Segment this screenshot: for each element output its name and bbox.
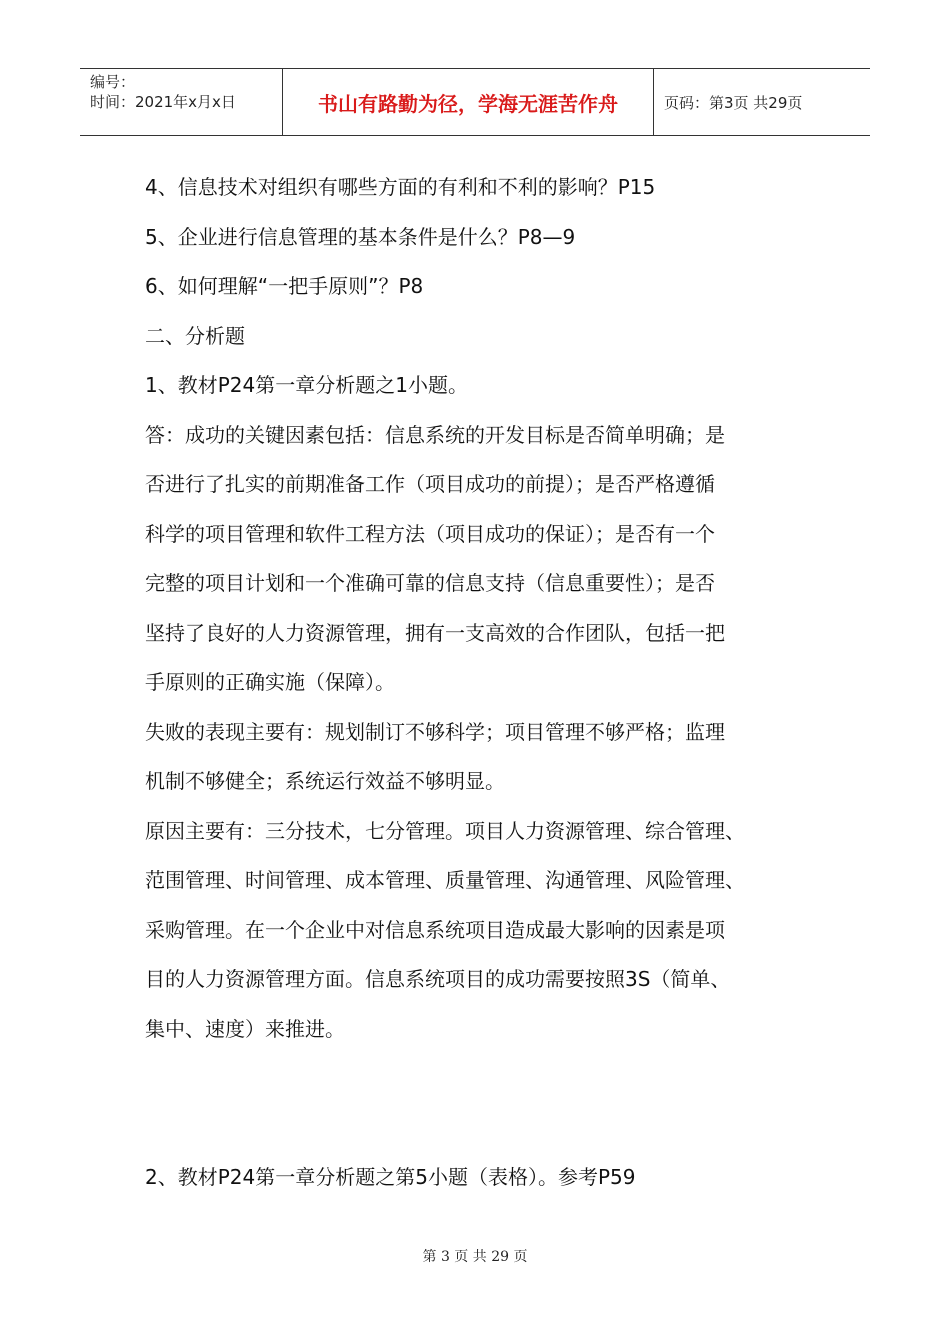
reason-line: 采购管理。在一个企业中对信息系统项目造成最大影响的因素是项 [145, 917, 725, 942]
reason-line: 原因主要有：三分技术，七分管理。项目人力资源管理、综合管理、 [145, 818, 745, 843]
reason-line: 集中、速度）来推进。 [145, 1016, 345, 1041]
analysis-question-1: 1、教材P24第一章分析题之1小题。 [145, 373, 468, 397]
reason-line: 目的人力资源管理方面。信息系统项目的成功需要按照3S（简单、 [145, 967, 731, 991]
question-4: 4、信息技术对组织有哪些方面的有利和不利的影响？P15 [145, 175, 656, 199]
header-motto: 书山有路勤为径，学海无涯苦作舟 [318, 91, 618, 116]
answer-line: 手原则的正确实施（保障）。 [145, 670, 395, 694]
document-body [145, 163, 835, 1203]
header-page-info: 页码：第3页 共29页 [664, 93, 803, 112]
question-6: 6、如何理解“一把手原则”？P8 [145, 274, 424, 298]
header-divider-right [653, 69, 654, 135]
answer-line: 完整的项目计划和一个准确可靠的信息支持（信息重要性）；是否 [145, 571, 715, 595]
document-time-label: 时间：2021年x月x日 [90, 93, 236, 111]
analysis-question-2: 2、教材P24第一章分析题之第5小题（表格）。参考P59 [145, 1165, 636, 1189]
answer-line: 科学的项目管理和软件工程方法（项目成功的保证）；是否有一个 [145, 521, 715, 546]
page-header [80, 68, 870, 136]
document-number-label: 编号： [90, 73, 136, 91]
header-meta [90, 72, 236, 112]
page-footer: 第 3 页 共 29 页 [422, 1249, 528, 1265]
failure-line: 失败的表现主要有：规划制订不够科学；项目管理不够严格；监理 [145, 719, 725, 744]
answer-line: 坚持了良好的人力资源管理，拥有一支高效的合作团队，包括一把 [145, 620, 725, 645]
question-5: 5、企业进行信息管理的基本条件是什么？P8—9 [145, 224, 576, 249]
reason-line: 范围管理、时间管理、成本管理、质量管理、沟通管理、风险管理、 [145, 868, 745, 892]
answer-line: 答：成功的关键因素包括：信息系统的开发目标是否简单明确；是 [145, 422, 725, 447]
answer-line: 否进行了扎实的前期准备工作（项目成功的前提）；是否严格遵循 [145, 472, 715, 496]
failure-line: 机制不够健全；系统运行效益不够明显。 [145, 769, 505, 793]
blank-space [145, 1054, 835, 1153]
section-heading-analysis: 二、分析题 [145, 323, 245, 348]
